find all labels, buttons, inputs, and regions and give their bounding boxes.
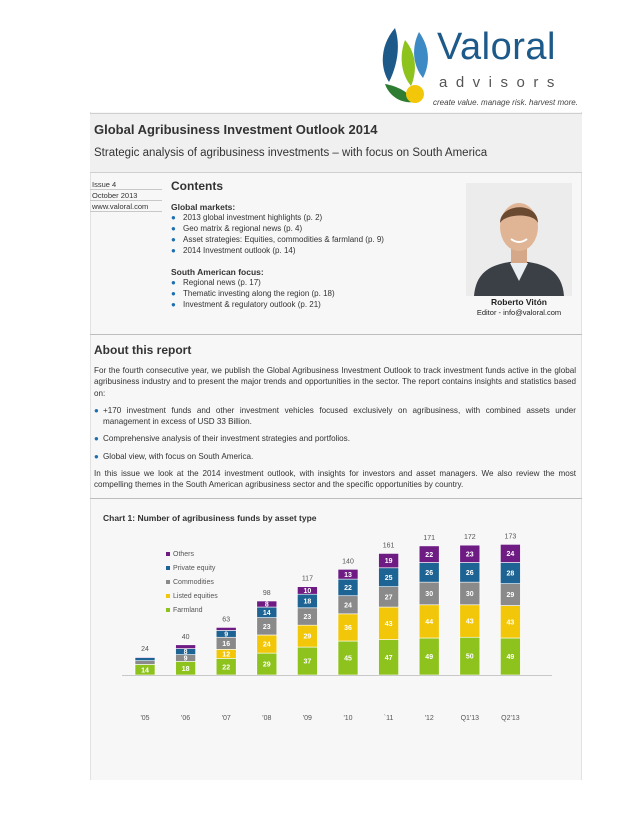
legend-swatch	[166, 580, 170, 584]
data-label: 49	[425, 654, 434, 662]
logo-subtitle: advisors	[439, 74, 563, 91]
contents-title: Contents	[171, 179, 223, 193]
editor-portrait-icon	[466, 183, 572, 296]
toc-item[interactable]: ● Regional news (p. 17)	[171, 278, 261, 287]
bar-segment	[135, 658, 155, 661]
bullet-icon: ●	[171, 246, 176, 255]
legend-label: Farmland	[173, 607, 203, 614]
editor-photo	[466, 183, 572, 296]
data-label: 26	[425, 569, 434, 577]
data-label: 50	[465, 653, 474, 661]
data-label: 10	[303, 588, 312, 596]
data-label: 23	[262, 623, 271, 631]
document-title: Global Agribusiness Investment Outlook 2014	[94, 122, 378, 137]
data-label: 45	[344, 655, 352, 663]
total-label: 172	[463, 534, 476, 542]
toc-section-title: Global markets:	[171, 202, 236, 212]
toc-item[interactable]: ● 2013 global investment highlights (p. 2)	[171, 213, 323, 222]
x-tick-label: '06	[181, 715, 191, 722]
toc-section-title: South American focus:	[171, 267, 264, 277]
bullet-icon: ●	[94, 451, 99, 461]
total-label: 40	[181, 633, 190, 641]
legend-label: Commodities	[173, 579, 214, 586]
data-label: 19	[384, 558, 393, 566]
data-label: 30	[465, 591, 474, 599]
x-tick-label: Q1'13	[460, 715, 480, 722]
title-block	[90, 113, 582, 173]
data-label: 13	[344, 571, 352, 579]
data-label: 49	[506, 654, 515, 662]
legend-swatch	[166, 566, 170, 570]
total-label: 173	[504, 533, 517, 541]
total-label: 171	[423, 534, 436, 542]
bullet-icon: ●	[171, 278, 176, 287]
toc-item[interactable]: ● 2014 Investment outlook (p. 14)	[171, 246, 296, 255]
about-bullet: ● Comprehensive analysis of their investment strategies and portfolios.	[94, 434, 350, 444]
data-label: 37	[303, 658, 312, 666]
data-label: 8	[264, 601, 269, 609]
chart-title: Chart 1: Number of agribusiness funds by asset type	[103, 513, 317, 523]
data-label: 14	[262, 609, 271, 617]
bullet-icon: ●	[171, 289, 176, 298]
toc-item[interactable]: ● Thematic investing along the region (p. 18)	[171, 289, 335, 298]
total-label: 117	[301, 575, 313, 583]
data-label: 29	[303, 633, 312, 641]
bullet-icon: ●	[94, 405, 99, 415]
bar-segment	[176, 645, 196, 649]
total-label: 140	[342, 558, 354, 566]
data-label: 22	[344, 585, 352, 593]
data-label: 18	[303, 598, 312, 606]
x-tick-label: '07	[221, 715, 231, 722]
toc-item[interactable]: ● Asset strategies: Equities, commodities & farmland (p. 9)	[171, 235, 384, 244]
data-label: 22	[425, 551, 434, 559]
legend-label: Listed equities	[173, 593, 218, 600]
legend-swatch	[166, 552, 170, 556]
data-label: 24	[506, 551, 515, 559]
x-tick-label: '05	[140, 715, 150, 722]
legend-label: Others	[173, 551, 195, 558]
total-label: 161	[382, 542, 395, 550]
about-body	[94, 365, 576, 497]
data-label: 9	[224, 631, 229, 639]
bullet-icon: ●	[171, 235, 176, 244]
data-label: 16	[222, 640, 231, 648]
bullet-icon: ●	[94, 434, 99, 444]
logo-leaf-icon	[375, 22, 439, 112]
about-bullet: ● Global view, with focus on South America.	[94, 451, 254, 461]
bullet-icon: ●	[171, 224, 176, 233]
data-label: 43	[384, 620, 393, 628]
x-tick-label: `11	[383, 715, 394, 722]
data-label: 30	[425, 591, 434, 599]
about-bullet: ● +170 investment funds and other investment vehicles focused exclusively on agribusiness, with combined assets under management in excess of USD 33 Billion.	[94, 405, 576, 427]
x-tick-label: '12	[424, 715, 434, 722]
total-label: 98	[262, 590, 271, 598]
issue-date: October 2013	[90, 190, 162, 201]
data-label: 24	[344, 602, 352, 610]
data-label: 44	[425, 618, 434, 626]
bar-segment	[135, 657, 155, 658]
data-label: 14	[141, 667, 149, 675]
data-label: 43	[465, 618, 474, 626]
about-title: About this report	[94, 343, 192, 357]
data-label: 24	[262, 641, 271, 649]
legend-swatch	[166, 594, 170, 598]
data-label: 18	[181, 665, 190, 673]
toc-item[interactable]: ● Geo matrix & regional news (p. 4)	[171, 224, 303, 233]
section-divider	[90, 498, 582, 499]
data-label: 12	[222, 651, 231, 659]
data-label: 25	[384, 574, 393, 582]
x-tick-label: '08	[262, 715, 272, 722]
x-tick-label: Q2'13	[501, 715, 520, 722]
about-outro: In this issue we look at the 2014 investment outlook, with insights for investors and asset managers. We also review the most compelling themes in the South American agribusiness sector and the specific opportunities by country.	[94, 469, 576, 490]
data-label: 36	[344, 625, 352, 633]
legend-swatch	[166, 608, 170, 612]
total-label: 63	[222, 616, 231, 624]
data-label: 22	[222, 664, 231, 672]
data-label: 26	[465, 569, 474, 577]
x-tick-label: '09	[302, 715, 312, 722]
issue-number: Issue 4	[90, 179, 162, 190]
data-label: 28	[506, 570, 515, 578]
table-of-contents	[171, 179, 461, 310]
data-label: 23	[465, 551, 474, 559]
issue-meta	[90, 179, 162, 212]
logo-tagline: create value. manage risk. harvest more.	[433, 98, 578, 107]
bar-segment	[216, 627, 236, 630]
stacked-bar-chart	[92, 528, 580, 728]
toc-item[interactable]: ● Investment & regulatory outlook (p. 21)	[171, 300, 321, 309]
bullet-icon: ●	[171, 300, 176, 309]
about-intro: For the fourth consecutive year, we publish the Global Agribusiness Investment Outlook to track investment funds active in the global agribusiness industry and to present the major trends and opportunities in the sector. The report contains insights and statistics based on:	[94, 366, 576, 398]
legend-label: Private equity	[173, 565, 216, 572]
website-link[interactable]: www.valoral.com	[90, 201, 162, 212]
document-subtitle: Strategic analysis of agribusiness investments – with focus on South America	[94, 147, 488, 159]
section-divider	[90, 334, 582, 335]
x-tick-label: '10	[343, 715, 353, 722]
data-label: 29	[506, 592, 515, 600]
data-label: 29	[262, 661, 271, 669]
editor-role: Editor - info@valoral.com	[476, 308, 562, 317]
data-label: 8	[183, 649, 188, 657]
data-label: 27	[384, 594, 393, 602]
total-label: 24	[141, 645, 149, 653]
logo-name: Valoral	[437, 26, 556, 68]
data-label: 47	[384, 654, 393, 662]
company-logo	[375, 22, 595, 112]
bullet-icon: ●	[171, 213, 176, 222]
data-label: 43	[506, 619, 515, 627]
data-label: 23	[303, 614, 312, 622]
editor-name: Roberto Vitón	[490, 297, 548, 307]
bar-segment	[135, 661, 155, 665]
data-label: 9	[183, 655, 188, 663]
